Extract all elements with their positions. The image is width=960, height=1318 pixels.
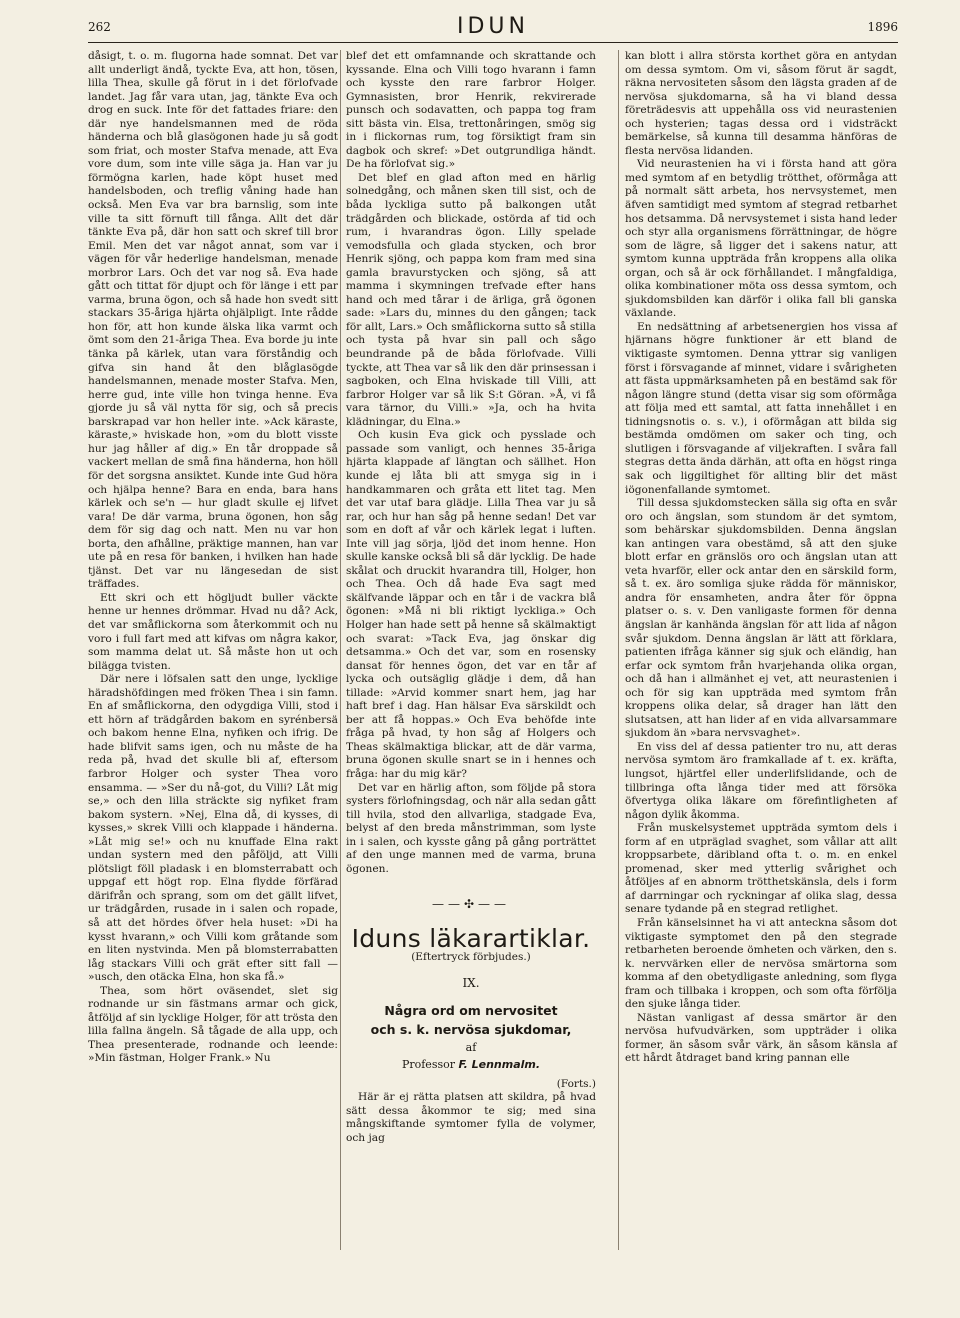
paragraph: dåsigt, t. o. m. flugorna hade somnat. Det var allt underligt ändå, tyckte Eva, att hon, tösen, lilla Thea, skulle gå förut in i det förlofvade landet. Jag får vara utan, jag, tänkte Eva och drog en suck. Inte för det fattades friare: den där nye handelsmannen med de röda händerna och blå glasögonen hade ju så godt som friat, och moster Stafva menade, att Eva vore dum, som inte ville säga ja. Han var ju förmögna karlen, hade köpt huset med handelsboden, och treflig våning hade han också. Men Eva var bra barnslig, som inte ville ta sitt förnuft till fånga. Allt det där tänkte Eva på, där hon satt och skref till bror Emil. Men det var något annat, som var i vägen för vår hederlige handelsman, menade morbror Lars. Och det var nog så. Eva hade gått och tittat för djupt och för länge i ett par varma, bruna ögon, och så hade hon svedt sitt stackars 35-åriga hjärta ohjälpligt. Inte rådde hon för, att hon kunde älska lika varmt och ömt som den 21-åriga Thea. Eva borde ju inte tänka på kärlek, utan vara förståndig och gifva sin hand åt den blåglasögde handelsmannen, menade moster Stafva. Men, herre gud, inte ville hon tvinga henne. Eva gjorde ju så väl nytta för sig, och så precis barskrapad var hon heller inte. »Ack käraste, käraste,» hviskade hon, »om du blott visste hur jag håller af dig.» En tår droppade så vackert mellan de små fina händerna, hon höll för det sorgsna ansiktet. Kunde inte Gud höra och hjälpa henne? Bara en enda, bara hans kärlek och se'n — hur gladt skulle ej lifvet vara! De där varma, bruna ögonen, hon såg dem för sig dag och natt. Men nu var hon borta, den afhållne, präktige mannen, han var ute på en resa för banken, i hvilken han hade tjänst. Det var nu längesedan de sist träffades. <box>88 50 338 591</box>
masthead: IDUN <box>457 14 529 39</box>
page-header <box>88 16 898 42</box>
column-3 <box>625 50 897 1066</box>
paragraph: Det var en härlig afton, som följde på stora systers förlofningsdag, och när alla sedan gått till hvila, stod den allvarliga, stadgade Eva, belyst af den breda månstrimman, som lyste in i salen, och kysste gång på gång porträttet af den unge mannen med de varma, bruna ögonen. <box>346 781 596 875</box>
column-divider <box>618 50 619 1250</box>
paragraph: Här är ej rätta platsen att skildra, på hvad sätt dessa åkommor te sig; med sina mångskiftande symtomer fylla de volymer, och jag <box>346 1091 596 1144</box>
paragraph: Där nere i löfsalen satt den unge, lycklige häradshöfdingen med fröken Thea i sin famn. En af småflickorna, den odygdiga Villi, stod i ett hörn af trädgården bakom en syrénbersä och bakom henne Elna, nyfiken och ifrig. De hade blifvit sams igen, och nu måste de ha reda på, hvad det skulle bli af, eftersom farbror Holger och syster Thea voro ensamma. — »Ser du nå-got, du Villi? Låt mig se,» och den lilla sträckte sig nyfiket fram bakom systern. »Nej, Elna då, di kysses, di kysses,» skrek Villi och klappade i händerna. »Låt mig se!» och nu knuffade Elna rakt undan systern med den påföljd, att Villi plötsligt föll pladask i en blomsterrabatt och uppgaf ett högt rop. Elna flydde förfärad därifrån och sprang, som om det gällt lifvet, ur trädgården, rusade in i salen och ropade, så att det hördes öfver hela huset: »Di ha kysst hvarann,» och Villi kom gråtande som en liten nystvinda. Men på blomsterrabatten låg stackars Villi och grät efter sitt fall — »usch, den otäcka Elna, hon ska få.» <box>88 673 338 984</box>
paragraph: blef det ett omfamnande och skrattande och kyssande. Elna och Villi togo hvarann i famn och kysste den rare farbror Holger. Gymnasisten, bror Henrik, rekvirerade punsch och sodavatten, och pappa tog fram sitt bästa vin. Elsa, trettonåringen, smög sig in i flickornas rum, tog försiktigt fram sin dagbok och skref: »Det outgrundliga händt. De ha förlofvat sig.» <box>346 50 596 171</box>
paragraph: Från muskelsystemet uppträda symtom dels i form af en utpräglad svaghet, som vållar att allt kroppsarbete, däribland ofta t. o. m. en enkel promenad, sker med ytterlig svårighet och åtföljes af en abnorm trötthetskänsla, dels i form af darrningar och ryckningar af olika slag, dessa senare tydande på en stegrad retlighet. <box>625 822 897 916</box>
paragraph: En nedsättning af arbetsenergien hos vissa af hjärnans högre funktioner är ett bland de viktigaste symtomen. Denna yttrar sig vanligen först i försvagande af minnet, vidare i svårigheten att fästa uppmärksamheten på en bestämd sak för någon längre stund (detta visar sig som oförmåga att följa med ett samtal, att fatta innehållet i en tidningsnotis o. s. v.), i oförmågan att bilda sig bestämda omdömen om saker och ting, och slutligen i försvagande af viljekraften. I svåra fall stegras detta ända därhän, att ofta en högst ringa sak och liggiltighet för allting blir det mäst iögonenfallande symtomet. <box>625 320 897 496</box>
byline-af: af <box>465 1040 477 1054</box>
paragraph: Det blef en glad afton med en härlig solnedgång, och månen sken till sist, och de båda lyckliga sutto på balkongen utåt trädgården och blickade, ostörda af tid och rum, i hvarandras ögon. Lilly spelade vemodsfulla och glada stycken, och bror Henrik sjöng, och pappa kom fram med sina gamla bravurstycken och sjöng, så att mamma i skymningen trefvade efter hans hand och med tårar i de ärliga, grå ögonen sade: »Lars du, minnes du den gången; tack för allt, Lars.» Och småflickorna sutto så stilla och tysta på hvar sin pall och sågo beundrande på de båda förlofvade. Villi tyckte, att Thea var så lik den där prinsessan i sagboken, och Elna hviskade till Villi, att farbror Holger var så lik S:t Göran. »Å, vi få vara tärnor, du Villi.» »Ja, och ha hvita klädningar, du Elna.» <box>346 171 596 428</box>
paragraph: Och kusin Eva gick och pysslade och passade som vanligt, och hennes 35-åriga hjärta klappade af längtan och sällhet. Hon kunde ej låta bli att smyga sig in i handkammaren och gråta ett litet tag. Men det var utaf bara glädje. Lilla Thea var ju så rar, och hur han såg på henne sedan! Det var som en doft af vår och kärlek legat i luften. Inte vill jag sörja, ljöd det inom henne. Hon skulle kanske också bli så där lycklig. De hade skålat och druckit hvarandra till, Holger, hon och Thea. Och då hade Eva sagt med skälfvande läppar och en tår i de vackra blå ögonen: »Må ni bli riktigt lyckliga.» Och Holger han hade sett på henne så skälmaktigt och svarat: »Tack Eva, jag önskar dig detsamma.» Och det var, som en rosensky dansat för hennes ögon, det var en tår af lycka och outsäglig glädje i dem, då han tillade: »Arvid kommer snart hem, jag har haft bref i dag. Han hälsar Eva särskildt och ber att få hoppas.» Och Eva behöfde inte fråga på hvad, ty hon såg af Holgers och Theas skälmaktiga blickar, att de där varma, bruna ögonen skulle snart se in i hennes och fråga: har du mig kär? <box>346 429 596 780</box>
paragraph: Från känselsinnet ha vi att anteckna såsom dot viktigaste symptomet den på den stegrade retbarheten beroende ömheten och värken, den s. k. nervvärken eller de nervösa smärtorna som komma af den obetydligaste anledning, som flyga fram och tillbaka i kroppen, och som ofta förföljа den sjuke långa tider. <box>625 917 897 1011</box>
header-rule <box>88 42 898 43</box>
paragraph: Ett skri och ett högljudt buller väckte henne ur hennes drömmar. Hvad nu då? Ack, det var småflickorna som återkommit och nu voro i full fart med att kifvas om några kakor, som mamma delat ut. Så måste hon ut och bilägga tvisten. <box>88 591 338 672</box>
author-name: F. Lennmalm. <box>458 1058 541 1072</box>
column-divider <box>340 50 341 1250</box>
article-heading: Några ord om nervositet <box>384 1002 558 1018</box>
article-title: Iduns läkarartiklar. <box>351 923 591 953</box>
paragraph: En viss del af dessa patienter tro nu, att deras nervösa symtom äro framkallade af t. ex. kräfta, lungsot, hjärtfel eller underlifslidande, och de tillbringa ofta långa tider med att försöka öfvertyga olika läkare om förefintligheten af någon dylik åkomma. <box>625 740 897 821</box>
column-1 <box>88 50 338 1066</box>
paragraph: Till dessa sjukdomstecken sälla sig ofta en svår oro och ängslan, som stundom är det symtom, som behärskar sjukdomsbilden. Denna ängslan kan antingen vara obestämd, så att den sjuke blott erfar en gränslös oro och ängslan utan att veta hvarför, eller ock antar den en särskild form, så t. ex. äro somliga sjuke rädda för människor, andra för ensamheten, andra åter för öppna platser o. s. v. Den vanligaste formen för denna ängslan är kanhända ängslan för att lida af någon svår sjukdom. Denna ängslan är lätt att förklara, patienten ifråga känner sig sjuk och eländig, han erfar ock symtom från hvarjehanda olika organ, och då han i allmänhet ej vet, att neurastenien i och för sig kan uppträda med symtom från kroppens olika delar, så drager han lätt den slutsatsen, att han lider af en vida allvarsammare sjukdom än »bara nervsvaghet». <box>625 497 897 740</box>
author-prefix: Professor <box>401 1058 455 1072</box>
page-number: 262 <box>88 20 111 34</box>
paragraph: Thea, som hört oväsendet, slet sig rodnande ur sin fästmans armar och gick, åtföljd af sin lycklige Holger, för att trösta den lilla fallna ängeln. Så tågade de alla upp, och Thea presenterade, rodnande och leende: »Min fästman, Holger Frank.» Nu <box>88 984 338 1065</box>
column-2 <box>346 50 596 1145</box>
article-subtitle: (Eftertryck förbjudes.) <box>411 951 531 964</box>
article-heading: och s. k. nervösa sjukdomar, <box>370 1021 572 1037</box>
ornament: ——✣—— <box>431 897 511 912</box>
author <box>346 1058 596 1072</box>
article-header <box>346 898 596 1091</box>
continued-note: (Forts.) <box>556 1077 596 1090</box>
article-number: IX. <box>462 976 480 990</box>
year: 1896 <box>867 20 898 34</box>
paragraph: kan blott i allra största korthet göra en antydan om dessa symtom. Om vi, såsom förut är sagdt, räkna nervositeten såsom den lägsta graden af de nervösa sjukdomarna, så ha vi bland dessa företrädesvis att uppehålla oss vid neurastenien och hysterien; tagas dessa ord i vidsträckt bemärkelse, så kunna till desamma hänföras de flesta nervösa lidanden. <box>625 50 897 157</box>
paragraph: Vid neurastenien ha vi i första hand att göra med symtom af en betydlig trötthet, oförmåga att på normalt sätt arbeta, hos nervsystemet, men äfven samtidigt med symtom af stegrad retbarhet hos detsamma. Då nervsystemet i sista hand leder och styr alla organismens förrättningar, de högre som de lägre, så ligger det i sakens natur, att symtom kunna uppträda från kroppens alla olika organ, och så är ock förhållandet. I mångfaldiga, olika kombinationer möta oss dessa symtom, och sjukdomsbilden kan därför i olika fall bli ganska växlande. <box>625 158 897 320</box>
paragraph: Nästan vanligast af dessa smärtor är den nervösa hufvudvärken, som uppträder i olika former, än såsom svår värk, än såsom känsla af ett hårdt åtdraget band kring pannan elle <box>625 1011 897 1065</box>
